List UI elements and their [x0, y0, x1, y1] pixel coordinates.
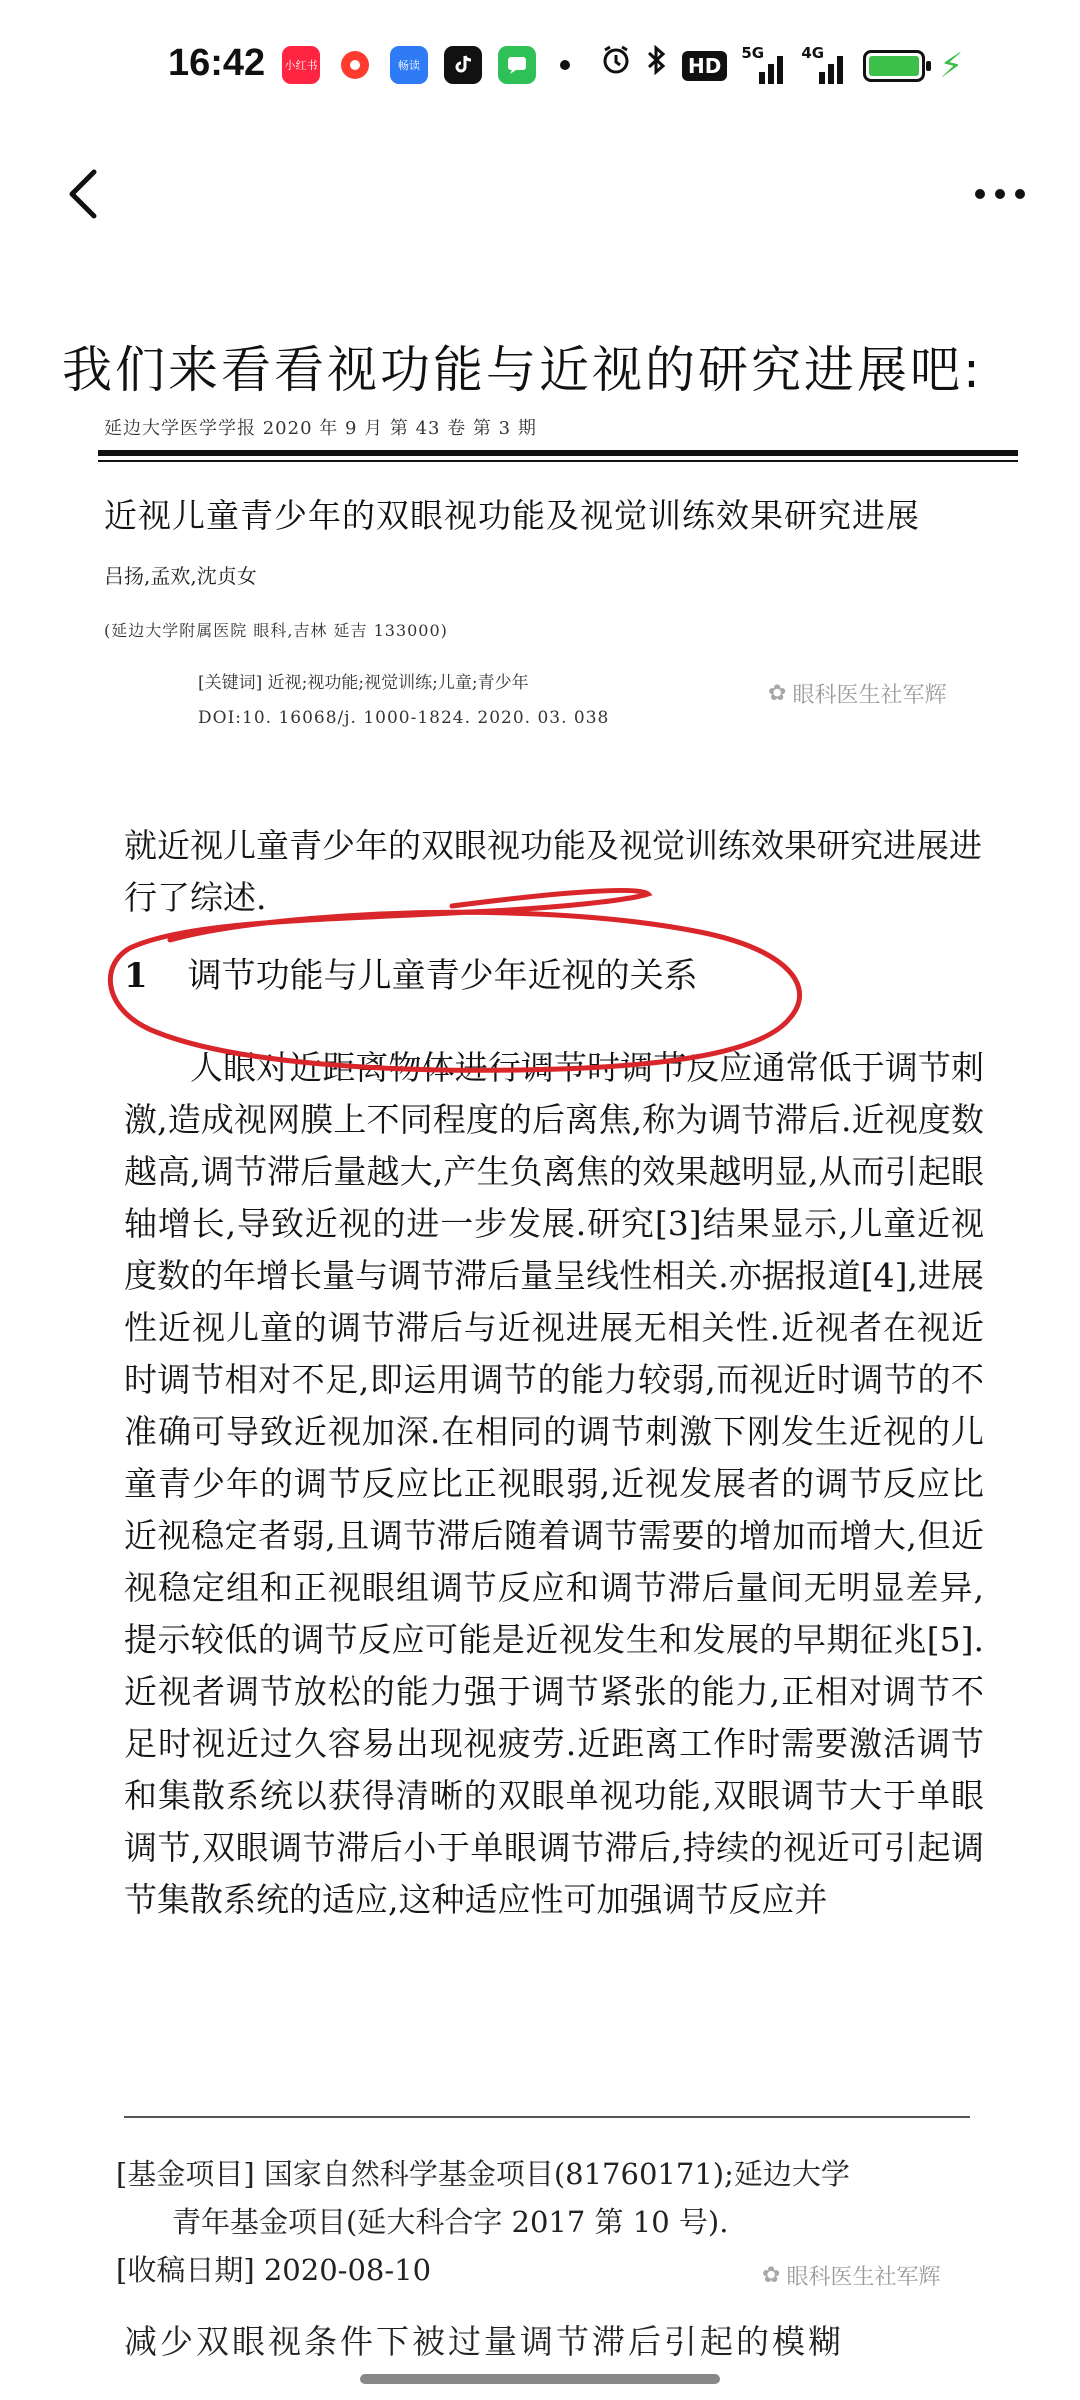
hd-voice-icon: HD: [682, 51, 727, 81]
battery-icon: [863, 50, 925, 82]
watermark-bottom: ✿ 眼科医生社军辉: [762, 2263, 941, 2290]
paper-image[interactable]: [0, 400, 1080, 2360]
alarm-icon: [600, 44, 632, 87]
status-bar: [0, 0, 1080, 140]
home-indicator[interactable]: [360, 2374, 720, 2384]
signal-5g-icon: 5G: [741, 48, 787, 84]
chevron-left-icon: [64, 166, 104, 222]
post-heading: 我们来看看视功能与近视的研究进展吧:: [62, 341, 983, 399]
tiktok-app-icon: [444, 46, 482, 84]
paper-keywords: [关键词] 近视;视功能;视觉训练;儿童;青少年: [198, 673, 529, 693]
paper-title: 近视儿童青少年的双眼视功能及视觉训练效果研究进展: [104, 496, 920, 535]
watermark-top: ✿ 眼科医生社军辉: [768, 681, 947, 708]
video-app-icon: [336, 46, 374, 84]
chaoxing-app-icon: 畅读: [390, 46, 428, 84]
more-options-button[interactable]: [960, 162, 1040, 226]
more-notifications-dot: [560, 60, 570, 70]
paper-authors: 吕扬,孟欢,沈贞女: [104, 564, 257, 588]
wechat-watermark-icon: ✿: [768, 681, 787, 706]
section-number: 1: [124, 956, 148, 996]
header-rule: [98, 450, 1018, 456]
paper-affiliation: (延边大学附属医院 眼科,吉林 延吉 133000): [104, 621, 448, 640]
funding-line-1: [基金项目] 国家自然科学基金项目(81760171);延边大学: [116, 2157, 850, 2191]
system-icons: [600, 44, 963, 87]
header-rule-thin: [98, 460, 1018, 462]
charging-icon: ⚡: [939, 45, 964, 86]
nav-bar: [0, 140, 1080, 250]
section-title: 调节功能与儿童青少年近视的关系: [187, 956, 698, 996]
cut-off-text-line: 减少双眼视条件下被过量调节滞后引起的模糊: [124, 2322, 844, 2361]
back-button[interactable]: [52, 162, 116, 226]
more-dots-icon: [975, 189, 985, 199]
bluetooth-icon: [646, 44, 668, 87]
main-paragraph: 人眼对近距离物体进行调节时调节反应通常低于调节刺激,造成视网膜上不同程度的后离焦,称为调节滞后.近视度数越高,调节滞后量越大,产生负离焦的效果越明显,从而引起眼轴增长,导致近视的进一步发展.研究[3]结果显示,儿童近视度数的年增长量与调节滞后量呈线性相关.亦据报道[4],进展性近视儿童的调节滞后与近视进展无相关性.近视者在视近时调节相对不足,即运用调节的能力较弱,而视近时调节的不准确可导致近视加深.在相同的调节刺激下刚发生近视的儿童青少年的调节反应比正视眼弱,近视发展者的调节反应比近视稳定者弱,且调节滞后随着调节需要的增加而增大,但近视稳定组和正视眼组调节反应和调节滞后量间无明显差异,提示较低的调节反应可能是近视发生和发展的早期征兆[5].近视者调节放松的能力强于调节紧张的能力,正相对调节不足时视近过久容易出现视疲劳.近距离工作时需要激活调节和集散系统以获得清晰的双眼单视功能,双眼调节大于单眼调节,双眼调节滞后小于单眼调节滞后,持续的视近可引起调节集散系统的适应,这种适应性可加强调节反应并: [124, 1048, 984, 1919]
paper-doi: DOI:10. 16068/j. 1000-1824. 2020. 03. 038: [198, 708, 610, 728]
footnote-rule: [124, 2116, 970, 2118]
message-app-icon: [498, 46, 536, 84]
wechat-watermark-icon: ✿: [762, 2263, 781, 2288]
signal-4g-icon: 4G: [801, 48, 849, 84]
journal-citation: 延边大学医学学报 2020 年 9 月 第 43 卷 第 3 期: [104, 418, 537, 439]
intro-paragraph: 就近视儿童青少年的双眼视功能及视觉训练效果研究进展进行了综述.: [124, 826, 982, 917]
xiaohongshu-app-icon: 小红书: [282, 46, 320, 84]
received-date: [收稿日期] 2020-08-10: [116, 2253, 432, 2287]
section-heading: [124, 948, 698, 997]
status-time: 16:42: [168, 42, 266, 84]
notification-app-icons: [282, 46, 570, 84]
funding-line-2: 青年基金项目(延大科合字 2017 第 10 号).: [172, 2205, 729, 2239]
